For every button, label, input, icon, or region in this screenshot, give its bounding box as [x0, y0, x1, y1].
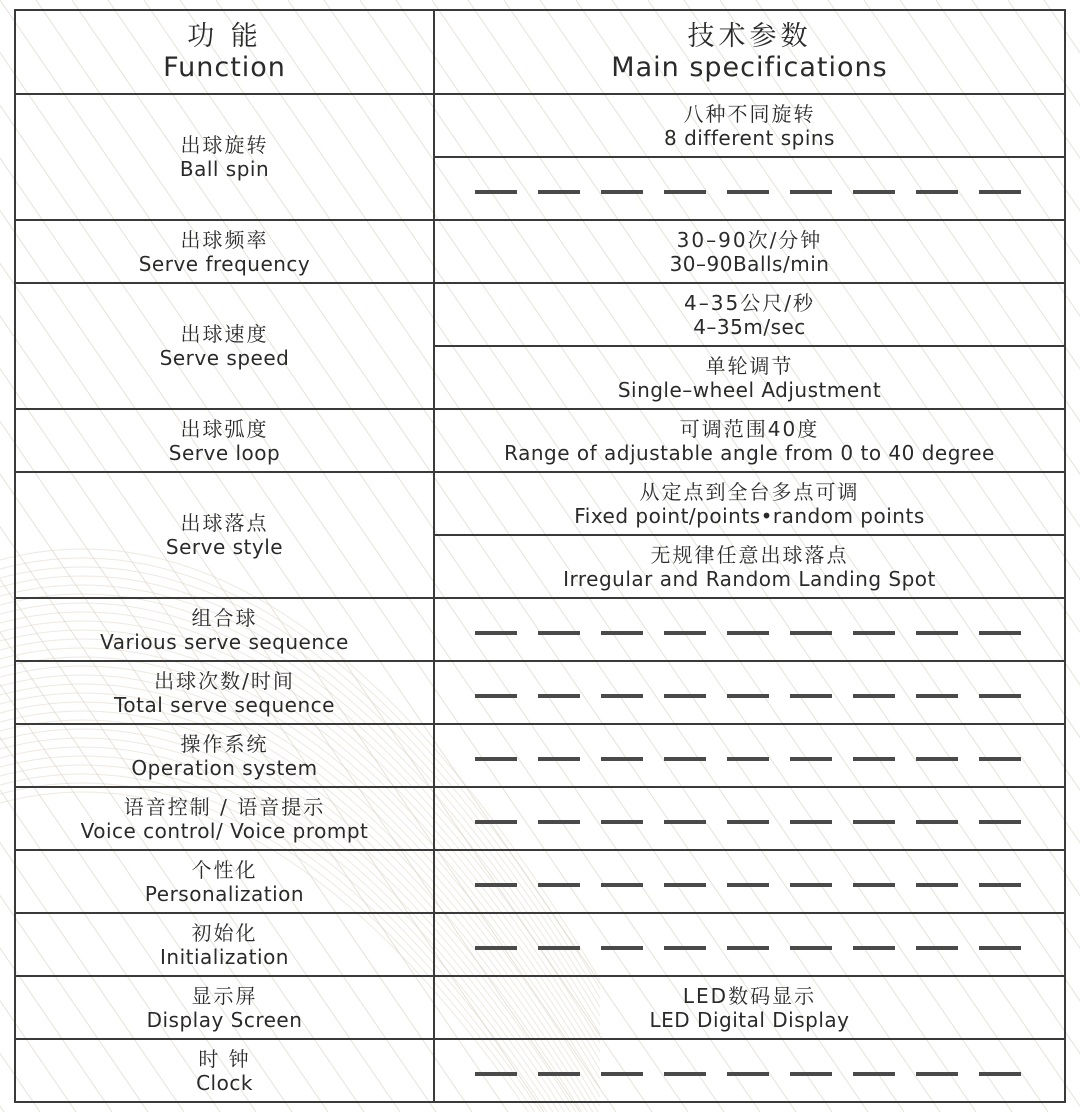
- header-function-cn: 功 能: [187, 21, 262, 52]
- function-en: Serve loop: [168, 440, 281, 465]
- spec-cell: [434, 346, 1065, 409]
- table-row: [15, 220, 1065, 283]
- function-cn: 显示屏: [191, 983, 258, 1008]
- dash-placeholder: [475, 883, 1025, 887]
- spec-cn: 4–35公尺/秒: [684, 290, 815, 315]
- spec-table: [14, 9, 1066, 1103]
- spec-cn: 单轮调节: [705, 353, 794, 378]
- dash-placeholder: [475, 190, 1025, 194]
- function-cn: 出球落点: [180, 511, 269, 535]
- function-cell: [15, 472, 434, 598]
- spec-cell: [434, 283, 1065, 346]
- spec-cell: [434, 913, 1065, 976]
- function-cn: 组合球: [191, 605, 258, 630]
- dash-placeholder: [475, 694, 1025, 698]
- function-en: Total serve sequence: [114, 692, 335, 717]
- header-spec-cn: 技术参数: [687, 21, 812, 52]
- spec-cell: [434, 1039, 1065, 1102]
- function-cn: 出球次数/时间: [154, 668, 295, 693]
- function-en: Serve speed: [159, 346, 290, 370]
- spec-cn: 从定点到全台多点可调: [639, 479, 860, 504]
- spec-cell: [434, 535, 1065, 598]
- table-row: [15, 913, 1065, 976]
- spec-cell: [434, 409, 1065, 472]
- table-row: [15, 1039, 1065, 1102]
- header-function-en: Function: [163, 52, 286, 83]
- function-en: Operation system: [131, 755, 318, 780]
- dash-placeholder: [475, 820, 1025, 824]
- spec-cell: [434, 94, 1065, 157]
- function-en: Serve frequency: [138, 251, 311, 276]
- spec-cn: LED数码显示: [682, 983, 817, 1008]
- dash-placeholder: [475, 1072, 1025, 1076]
- dash-placeholder: [475, 946, 1025, 950]
- function-en: Serve style: [165, 535, 284, 559]
- spec-en: Range of adjustable angle from 0 to 40 degree: [504, 440, 995, 465]
- function-en: Voice control/ Voice prompt: [80, 818, 369, 843]
- spec-cell: [434, 787, 1065, 850]
- spec-cn: 30–90次/分钟: [676, 227, 823, 252]
- table-row: [15, 850, 1065, 913]
- function-cn: 语音控制 / 语音提示: [123, 794, 326, 819]
- function-en: Ball spin: [179, 157, 270, 181]
- function-cn: 出球速度: [180, 322, 269, 346]
- function-en: Clock: [196, 1070, 253, 1095]
- function-cn: 出球弧度: [180, 416, 269, 441]
- function-cell: [15, 661, 434, 724]
- spec-en: LED Digital Display: [649, 1007, 850, 1032]
- spec-cell: [434, 598, 1065, 661]
- table-row: [15, 409, 1065, 472]
- function-cell: [15, 850, 434, 913]
- spec-cell: [434, 220, 1065, 283]
- spec-en: 4–35m/sec: [693, 314, 806, 339]
- table-row: [15, 976, 1065, 1039]
- header-spec-en: Main specifications: [611, 52, 888, 83]
- function-cn: 初始化: [191, 920, 258, 945]
- spec-en: Single–wheel Adjustment: [617, 377, 882, 402]
- header-row: [15, 10, 1065, 94]
- function-cell: [15, 283, 434, 409]
- table-row: [15, 661, 1065, 724]
- spec-cell: [434, 976, 1065, 1039]
- spec-en: Fixed point/points•random points: [574, 503, 925, 528]
- header-spec-cell: [434, 10, 1065, 94]
- spec-cell: [434, 661, 1065, 724]
- table-row: [15, 598, 1065, 661]
- spec-cn: 无规律任意出球落点: [650, 542, 849, 567]
- table-row: [15, 724, 1065, 787]
- spec-cell: [434, 724, 1065, 787]
- spec-cn: 八种不同旋转: [683, 101, 816, 126]
- table-row: [15, 472, 1065, 535]
- function-cell: [15, 787, 434, 850]
- function-cn: 时 钟: [198, 1046, 251, 1071]
- function-cell: [15, 1039, 434, 1102]
- function-cell: [15, 976, 434, 1039]
- spec-en: Irregular and Random Landing Spot: [563, 566, 936, 591]
- dash-placeholder: [475, 631, 1025, 635]
- function-cn: 个性化: [191, 857, 258, 882]
- function-cell: [15, 598, 434, 661]
- table-row: [15, 283, 1065, 346]
- function-en: Display Screen: [146, 1007, 303, 1032]
- function-cn: 操作系统: [180, 731, 269, 756]
- header-function-cell: [15, 10, 434, 94]
- function-cell: [15, 220, 434, 283]
- function-cell: [15, 913, 434, 976]
- table-row: [15, 94, 1065, 157]
- table-row: [15, 787, 1065, 850]
- function-cn: 出球旋转: [180, 133, 269, 157]
- spec-cell: [434, 157, 1065, 220]
- function-en: Various serve sequence: [100, 629, 349, 654]
- spec-en: 30–90Balls/min: [669, 251, 830, 276]
- function-cn: 出球频率: [180, 227, 269, 252]
- function-en: Initialization: [160, 944, 289, 969]
- spec-cell: [434, 472, 1065, 535]
- spec-cn: 可调范围40度: [679, 416, 820, 441]
- spec-cell: [434, 850, 1065, 913]
- function-en: Personalization: [144, 881, 305, 906]
- function-cell: [15, 724, 434, 787]
- function-cell: [15, 409, 434, 472]
- spec-en: 8 different spins: [664, 125, 835, 150]
- function-cell: [15, 94, 434, 220]
- dash-placeholder: [475, 757, 1025, 761]
